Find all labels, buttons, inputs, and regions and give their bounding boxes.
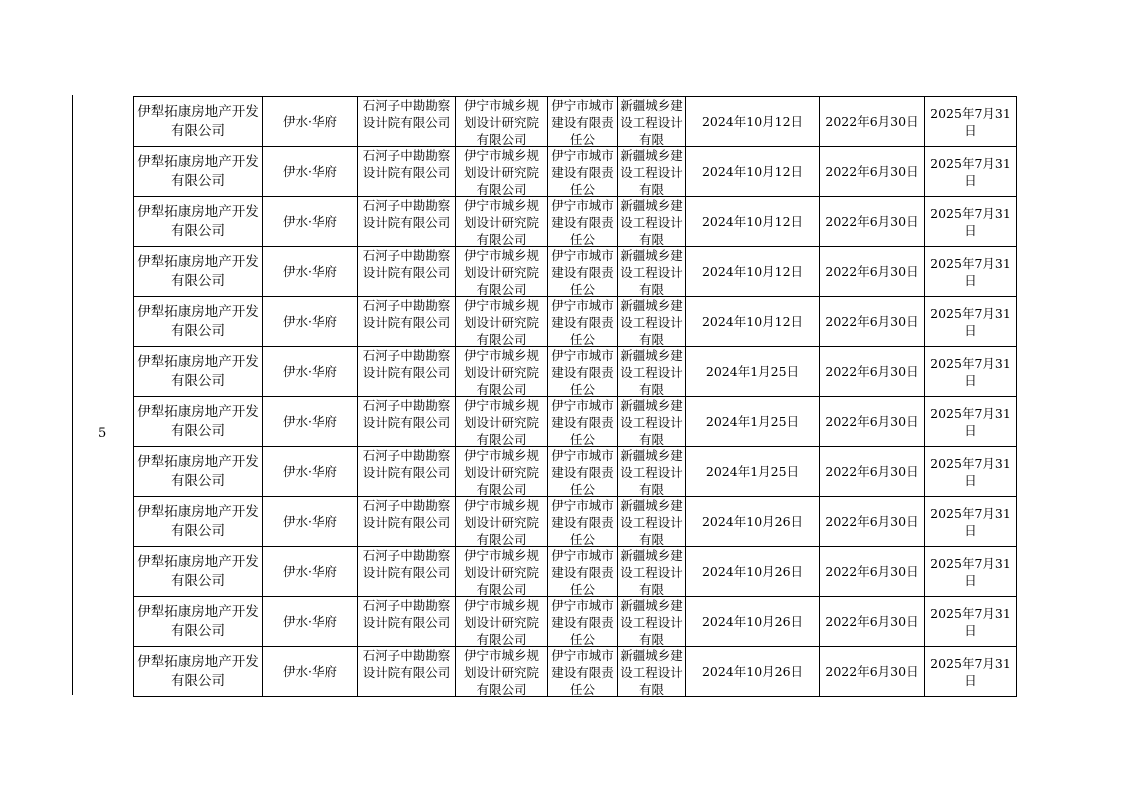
plan-date-cell — [820, 147, 925, 197]
design-institute-text: 伊宁市城乡规划设计研究院有限公司 — [463, 248, 539, 296]
developer-cell — [134, 347, 263, 397]
engineering-design-text: 新疆城乡建设工程设计有限 — [620, 648, 683, 696]
project-name-cell — [263, 597, 358, 647]
design-institute-text: 伊宁市城乡规划设计研究院有限公司 — [463, 148, 539, 196]
table-row — [134, 97, 1017, 147]
plan-date-text: 2022年6月30日 — [825, 514, 919, 529]
table-row — [134, 497, 1017, 547]
developer-cell — [134, 497, 263, 547]
developer-text: 伊犁拓康房地产开发有限公司 — [137, 653, 259, 689]
survey-company-cell — [358, 397, 456, 447]
design-institute-cell — [456, 397, 548, 447]
completion-date-cell — [925, 247, 1017, 297]
design-institute-text: 伊宁市城乡规划设计研究院有限公司 — [463, 98, 539, 146]
survey-company-cell — [358, 547, 456, 597]
survey-company-text: 石河子中勘勘察设计院有限公司 — [362, 148, 451, 180]
construction-company-text: 伊宁市城市建设有限责任公 — [551, 398, 614, 446]
engineering-design-cell — [618, 597, 686, 647]
design-institute-cell — [456, 347, 548, 397]
design-institute-cell — [456, 97, 548, 147]
project-name-text: 伊水·华府 — [283, 464, 337, 479]
developer-text: 伊犁拓康房地产开发有限公司 — [137, 503, 259, 539]
project-name-cell — [263, 497, 358, 547]
plan-date-cell — [820, 347, 925, 397]
construction-company-text: 伊宁市城市建设有限责任公 — [551, 248, 614, 296]
row-number: 5 — [98, 426, 107, 441]
completion-date-text: 2025年7月31日 — [930, 105, 1011, 138]
project-name-text: 伊水·华府 — [283, 514, 337, 529]
engineering-design-cell — [618, 147, 686, 197]
engineering-design-cell — [618, 297, 686, 347]
start-date-cell — [686, 547, 820, 597]
survey-company-text: 石河子中勘勘察设计院有限公司 — [362, 648, 451, 680]
developer-text: 伊犁拓康房地产开发有限公司 — [137, 353, 259, 389]
start-date-cell — [686, 347, 820, 397]
design-institute-text: 伊宁市城乡规划设计研究院有限公司 — [463, 498, 539, 546]
start-date-text: 2024年10月12日 — [701, 164, 804, 179]
engineering-design-cell — [618, 347, 686, 397]
survey-company-text: 石河子中勘勘察设计院有限公司 — [362, 498, 451, 530]
start-date-cell — [686, 147, 820, 197]
engineering-design-cell — [618, 647, 686, 697]
engineering-design-cell — [618, 97, 686, 147]
survey-company-cell — [358, 97, 456, 147]
construction-company-cell — [548, 197, 618, 247]
design-institute-cell — [456, 497, 548, 547]
plan-date-text: 2022年6月30日 — [825, 314, 919, 329]
construction-company-text: 伊宁市城市建设有限责任公 — [551, 148, 614, 196]
developer-text: 伊犁拓康房地产开发有限公司 — [137, 403, 259, 439]
survey-company-text: 石河子中勘勘察设计院有限公司 — [362, 448, 451, 480]
engineering-design-text: 新疆城乡建设工程设计有限 — [620, 398, 683, 446]
developer-cell — [134, 247, 263, 297]
start-date-text: 2024年10月26日 — [701, 514, 804, 529]
project-name-text: 伊水·华府 — [283, 264, 337, 279]
engineering-design-text: 新疆城乡建设工程设计有限 — [620, 98, 683, 146]
design-institute-text: 伊宁市城乡规划设计研究院有限公司 — [463, 198, 539, 246]
start-date-cell — [686, 647, 820, 697]
plan-date-cell — [820, 247, 925, 297]
developer-cell — [134, 197, 263, 247]
start-date-text: 2024年10月26日 — [701, 664, 804, 679]
completion-date-cell — [925, 497, 1017, 547]
project-name-text: 伊水·华府 — [283, 114, 337, 129]
developer-cell — [134, 447, 263, 497]
completion-date-cell — [925, 397, 1017, 447]
completion-date-text: 2025年7月31日 — [930, 655, 1011, 688]
engineering-design-text: 新疆城乡建设工程设计有限 — [620, 498, 683, 546]
plan-date-text: 2022年6月30日 — [825, 164, 919, 179]
construction-company-text: 伊宁市城市建设有限责任公 — [551, 498, 614, 546]
completion-date-text: 2025年7月31日 — [930, 605, 1011, 638]
engineering-design-text: 新疆城乡建设工程设计有限 — [620, 198, 683, 246]
design-institute-cell — [456, 247, 548, 297]
design-institute-text: 伊宁市城乡规划设计研究院有限公司 — [463, 348, 539, 396]
left-margin-rule — [72, 95, 73, 695]
survey-company-cell — [358, 147, 456, 197]
developer-cell — [134, 297, 263, 347]
design-institute-text: 伊宁市城乡规划设计研究院有限公司 — [463, 548, 539, 596]
survey-company-text: 石河子中勘勘察设计院有限公司 — [362, 198, 451, 230]
table-row — [134, 197, 1017, 247]
completion-date-cell — [925, 447, 1017, 497]
developer-cell — [134, 547, 263, 597]
project-name-cell — [263, 297, 358, 347]
developer-cell — [134, 647, 263, 697]
survey-company-text: 石河子中勘勘察设计院有限公司 — [362, 98, 451, 130]
developer-text: 伊犁拓康房地产开发有限公司 — [137, 203, 259, 239]
project-name-cell — [263, 547, 358, 597]
table-row — [134, 397, 1017, 447]
completion-date-cell — [925, 297, 1017, 347]
completion-date-cell — [925, 647, 1017, 697]
engineering-design-cell — [618, 197, 686, 247]
design-institute-cell — [456, 447, 548, 497]
table-row — [134, 247, 1017, 297]
project-name-text: 伊水·华府 — [283, 664, 337, 679]
survey-company-text: 石河子中勘勘察设计院有限公司 — [362, 398, 451, 430]
plan-date-cell — [820, 397, 925, 447]
completion-date-text: 2025年7月31日 — [930, 455, 1011, 488]
completion-date-text: 2025年7月31日 — [930, 405, 1011, 438]
table-row — [134, 347, 1017, 397]
completion-date-cell — [925, 347, 1017, 397]
completion-date-text: 2025年7月31日 — [930, 355, 1011, 388]
construction-company-cell — [548, 247, 618, 297]
construction-company-text: 伊宁市城市建设有限责任公 — [551, 298, 614, 346]
engineering-design-cell — [618, 247, 686, 297]
survey-company-cell — [358, 297, 456, 347]
design-institute-text: 伊宁市城乡规划设计研究院有限公司 — [463, 648, 539, 696]
plan-date-cell — [820, 497, 925, 547]
developer-cell — [134, 597, 263, 647]
developer-cell — [134, 147, 263, 197]
project-name-text: 伊水·华府 — [283, 564, 337, 579]
construction-company-text: 伊宁市城市建设有限责任公 — [551, 98, 614, 146]
construction-company-cell — [548, 447, 618, 497]
plan-date-text: 2022年6月30日 — [825, 464, 919, 479]
engineering-design-cell — [618, 397, 686, 447]
start-date-cell — [686, 597, 820, 647]
start-date-cell — [686, 197, 820, 247]
table-row — [134, 597, 1017, 647]
engineering-design-cell — [618, 547, 686, 597]
project-name-text: 伊水·华府 — [283, 314, 337, 329]
start-date-text: 2024年1月25日 — [705, 414, 800, 429]
plan-date-cell — [820, 547, 925, 597]
start-date-cell — [686, 497, 820, 547]
construction-company-cell — [548, 597, 618, 647]
construction-company-cell — [548, 397, 618, 447]
design-institute-text: 伊宁市城乡规划设计研究院有限公司 — [463, 448, 539, 496]
table-body — [134, 97, 1017, 697]
construction-company-cell — [548, 297, 618, 347]
start-date-cell — [686, 97, 820, 147]
project-name-text: 伊水·华府 — [283, 164, 337, 179]
developer-text: 伊犁拓康房地产开发有限公司 — [137, 253, 259, 289]
engineering-design-text: 新疆城乡建设工程设计有限 — [620, 298, 683, 346]
engineering-design-cell — [618, 497, 686, 547]
table-row — [134, 547, 1017, 597]
plan-date-text: 2022年6月30日 — [825, 664, 919, 679]
plan-date-cell — [820, 447, 925, 497]
engineering-design-text: 新疆城乡建设工程设计有限 — [620, 448, 683, 496]
project-name-cell — [263, 147, 358, 197]
plan-date-text: 2022年6月30日 — [825, 114, 919, 129]
start-date-text: 2024年10月12日 — [701, 314, 804, 329]
project-name-cell — [263, 647, 358, 697]
survey-company-cell — [358, 597, 456, 647]
design-institute-text: 伊宁市城乡规划设计研究院有限公司 — [463, 298, 539, 346]
plan-date-cell — [820, 97, 925, 147]
engineering-design-text: 新疆城乡建设工程设计有限 — [620, 348, 683, 396]
table-row — [134, 647, 1017, 697]
developer-text: 伊犁拓康房地产开发有限公司 — [137, 453, 259, 489]
developer-cell — [134, 97, 263, 147]
survey-company-cell — [358, 247, 456, 297]
engineering-design-cell — [618, 447, 686, 497]
project-name-text: 伊水·华府 — [283, 614, 337, 629]
construction-company-cell — [548, 97, 618, 147]
plan-date-cell — [820, 597, 925, 647]
developer-text: 伊犁拓康房地产开发有限公司 — [137, 103, 259, 139]
construction-company-cell — [548, 647, 618, 697]
survey-company-cell — [358, 647, 456, 697]
project-table — [133, 96, 1017, 697]
plan-date-text: 2022年6月30日 — [825, 414, 919, 429]
start-date-text: 2024年10月26日 — [701, 614, 804, 629]
survey-company-cell — [358, 447, 456, 497]
table-row — [134, 297, 1017, 347]
developer-cell — [134, 397, 263, 447]
design-institute-text: 伊宁市城乡规划设计研究院有限公司 — [463, 598, 539, 646]
construction-company-text: 伊宁市城市建设有限责任公 — [551, 648, 614, 696]
construction-company-text: 伊宁市城市建设有限责任公 — [551, 598, 614, 646]
completion-date-text: 2025年7月31日 — [930, 305, 1011, 338]
engineering-design-text: 新疆城乡建设工程设计有限 — [620, 248, 683, 296]
survey-company-text: 石河子中勘勘察设计院有限公司 — [362, 248, 451, 280]
completion-date-text: 2025年7月31日 — [930, 255, 1011, 288]
engineering-design-text: 新疆城乡建设工程设计有限 — [620, 548, 683, 596]
project-name-cell — [263, 97, 358, 147]
construction-company-text: 伊宁市城市建设有限责任公 — [551, 448, 614, 496]
engineering-design-text: 新疆城乡建设工程设计有限 — [620, 598, 683, 646]
design-institute-text: 伊宁市城乡规划设计研究院有限公司 — [463, 398, 539, 446]
developer-text: 伊犁拓康房地产开发有限公司 — [137, 553, 259, 589]
construction-company-cell — [548, 547, 618, 597]
design-institute-cell — [456, 197, 548, 247]
project-name-text: 伊水·华府 — [283, 414, 337, 429]
start-date-text: 2024年10月12日 — [701, 214, 804, 229]
survey-company-text: 石河子中勘勘察设计院有限公司 — [362, 598, 451, 630]
start-date-text: 2024年1月25日 — [705, 464, 800, 479]
developer-text: 伊犁拓康房地产开发有限公司 — [137, 153, 259, 189]
design-institute-cell — [456, 547, 548, 597]
start-date-text: 2024年10月26日 — [701, 564, 804, 579]
completion-date-text: 2025年7月31日 — [930, 205, 1011, 238]
project-name-text: 伊水·华府 — [283, 214, 337, 229]
plan-date-cell — [820, 297, 925, 347]
start-date-cell — [686, 447, 820, 497]
project-name-cell — [263, 347, 358, 397]
completion-date-text: 2025年7月31日 — [930, 505, 1011, 538]
survey-company-text: 石河子中勘勘察设计院有限公司 — [362, 548, 451, 580]
project-name-cell — [263, 247, 358, 297]
completion-date-cell — [925, 597, 1017, 647]
construction-company-text: 伊宁市城市建设有限责任公 — [551, 198, 614, 246]
plan-date-cell — [820, 197, 925, 247]
survey-company-cell — [358, 197, 456, 247]
developer-text: 伊犁拓康房地产开发有限公司 — [137, 303, 259, 339]
completion-date-cell — [925, 97, 1017, 147]
completion-date-cell — [925, 147, 1017, 197]
completion-date-text: 2025年7月31日 — [930, 155, 1011, 188]
plan-date-text: 2022年6月30日 — [825, 614, 919, 629]
project-name-cell — [263, 197, 358, 247]
construction-company-cell — [548, 347, 618, 397]
start-date-cell — [686, 247, 820, 297]
project-name-text: 伊水·华府 — [283, 364, 337, 379]
construction-company-cell — [548, 147, 618, 197]
survey-company-text: 石河子中勘勘察设计院有限公司 — [362, 348, 451, 380]
completion-date-cell — [925, 547, 1017, 597]
design-institute-cell — [456, 147, 548, 197]
table-row — [134, 147, 1017, 197]
start-date-text: 2024年10月12日 — [701, 114, 804, 129]
project-name-cell — [263, 447, 358, 497]
design-institute-cell — [456, 597, 548, 647]
design-institute-cell — [456, 647, 548, 697]
design-institute-cell — [456, 297, 548, 347]
engineering-design-text: 新疆城乡建设工程设计有限 — [620, 148, 683, 196]
plan-date-text: 2022年6月30日 — [825, 564, 919, 579]
completion-date-cell — [925, 197, 1017, 247]
plan-date-text: 2022年6月30日 — [825, 264, 919, 279]
construction-company-text: 伊宁市城市建设有限责任公 — [551, 548, 614, 596]
plan-date-cell — [820, 647, 925, 697]
project-name-cell — [263, 397, 358, 447]
developer-text: 伊犁拓康房地产开发有限公司 — [137, 603, 259, 639]
start-date-cell — [686, 397, 820, 447]
start-date-text: 2024年1月25日 — [705, 364, 800, 379]
survey-company-cell — [358, 347, 456, 397]
start-date-cell — [686, 297, 820, 347]
plan-date-text: 2022年6月30日 — [825, 214, 919, 229]
construction-company-text: 伊宁市城市建设有限责任公 — [551, 348, 614, 396]
start-date-text: 2024年10月12日 — [701, 264, 804, 279]
plan-date-text: 2022年6月30日 — [825, 364, 919, 379]
construction-company-cell — [548, 497, 618, 547]
survey-company-cell — [358, 497, 456, 547]
table-row — [134, 447, 1017, 497]
completion-date-text: 2025年7月31日 — [930, 555, 1011, 588]
survey-company-text: 石河子中勘勘察设计院有限公司 — [362, 298, 451, 330]
